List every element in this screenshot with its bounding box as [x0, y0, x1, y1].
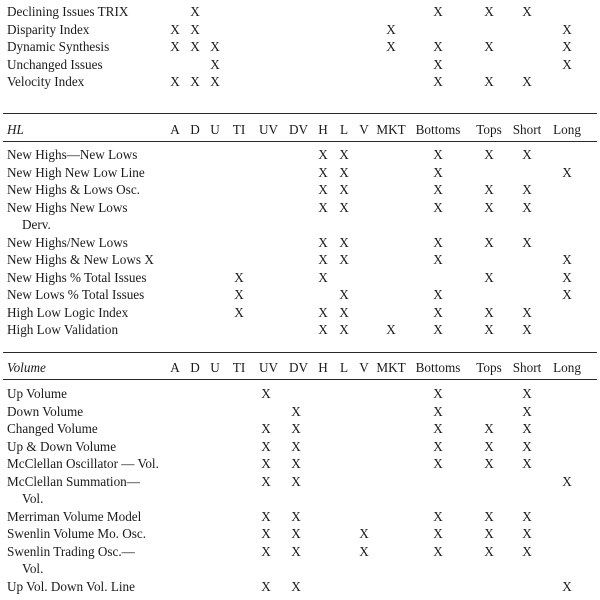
mark-bottoms: X — [433, 304, 443, 320]
mark-u: X — [210, 56, 220, 72]
indicator-name: Merriman Volume Model — [7, 508, 142, 524]
mark-short: X — [522, 199, 532, 215]
indicator-name: New Highs/New Lows — [7, 234, 128, 250]
mark-bottoms: X — [433, 421, 443, 436]
mark-uv: X — [261, 421, 271, 436]
column-header-short: Short — [512, 360, 542, 375]
mark-dv: X — [291, 543, 301, 559]
mark-l: X — [339, 199, 349, 215]
column-header-uv: UV — [259, 360, 279, 375]
mark-bottoms: X — [433, 39, 443, 54]
section-title: Volume — [7, 360, 46, 375]
mark-tops: X — [484, 438, 494, 454]
mark-long: X — [562, 39, 572, 54]
mark-short: X — [522, 526, 532, 541]
column-header-mkt: MKT — [376, 122, 406, 137]
column-header-bottoms: Bottoms — [415, 360, 461, 375]
column-header-v: V — [359, 122, 369, 137]
table-row — [0, 216, 600, 233]
mark-uv: X — [261, 386, 271, 401]
table-row — [0, 525, 600, 542]
table-row — [0, 420, 600, 437]
table-row — [0, 146, 600, 163]
indicator-name: Vol. — [22, 491, 44, 506]
mark-l: X — [339, 164, 349, 180]
mark-h: X — [318, 304, 328, 320]
mark-long: X — [562, 473, 572, 489]
column-header-tops: Tops — [476, 360, 502, 375]
mark-d: X — [190, 39, 200, 54]
mark-uv: X — [261, 438, 271, 454]
mark-a: X — [170, 74, 180, 89]
indicator-name: Up & Down Volume — [7, 438, 117, 454]
indicator-name: New Highs & Lows Osc. — [7, 182, 140, 197]
indicator-name: Disparity Index — [7, 21, 90, 37]
mark-short: X — [522, 403, 532, 419]
column-header-tops: Tops — [476, 122, 502, 137]
mark-l: X — [339, 287, 349, 302]
mark-dv: X — [291, 438, 301, 454]
table-row — [0, 269, 600, 286]
mark-short: X — [522, 508, 532, 524]
table-row — [0, 199, 600, 216]
mark-long: X — [562, 21, 572, 37]
table-row — [0, 560, 600, 577]
mark-h: X — [318, 199, 328, 215]
mark-bottoms: X — [433, 386, 443, 401]
mark-bottoms: X — [433, 74, 443, 89]
column-header-u: U — [210, 122, 220, 137]
column-header-ti: TI — [232, 122, 246, 137]
mark-short: X — [522, 147, 532, 162]
mark-short: X — [522, 182, 532, 197]
mark-tops: X — [484, 421, 494, 436]
mark-uv: X — [261, 578, 271, 594]
mark-dv: X — [291, 456, 301, 471]
column-header-long: Long — [553, 122, 581, 137]
mark-dv: X — [291, 578, 301, 594]
indicator-name: New Highs—New Lows — [7, 147, 138, 162]
table-row — [0, 543, 600, 560]
indicator-name: Derv. — [22, 217, 51, 232]
indicator-name: New Lows % Total Issues — [7, 287, 145, 302]
mark-short: X — [522, 322, 532, 337]
mark-mkt: X — [386, 39, 396, 54]
section-divider — [3, 113, 597, 114]
section-header — [0, 359, 600, 376]
mark-short: X — [522, 74, 532, 89]
mark-bottoms: X — [433, 287, 443, 302]
indicator-name: Unchanged Issues — [7, 56, 103, 72]
mark-short: X — [522, 386, 532, 401]
mark-dv: X — [291, 508, 301, 524]
indicator-name: New Highs % Total Issues — [7, 269, 147, 285]
mark-long: X — [562, 252, 572, 267]
column-header-short: Short — [512, 122, 542, 137]
mark-u: X — [210, 74, 220, 89]
mark-short: X — [522, 234, 532, 250]
mark-bottoms: X — [433, 199, 443, 215]
column-header-a: A — [170, 360, 180, 375]
mark-tops: X — [484, 234, 494, 250]
column-header-dv: DV — [289, 360, 309, 375]
column-header-h: H — [318, 122, 328, 137]
mark-tops: X — [484, 199, 494, 215]
mark-bottoms: X — [433, 4, 443, 19]
mark-bottoms: X — [433, 234, 443, 250]
mark-h: X — [318, 164, 328, 180]
indicator-name: Declining Issues TRIX — [7, 4, 129, 19]
mark-bottoms: X — [433, 182, 443, 197]
mark-bottoms: X — [433, 543, 443, 559]
mark-long: X — [562, 287, 572, 302]
table-row — [0, 181, 600, 198]
mark-uv: X — [261, 473, 271, 489]
table-row — [0, 578, 600, 595]
column-header-bottoms: Bottoms — [415, 122, 461, 137]
mark-tops: X — [484, 269, 494, 285]
mark-ti: X — [234, 287, 244, 302]
mark-short: X — [522, 4, 532, 19]
mark-tops: X — [484, 39, 494, 54]
header-rule — [3, 379, 597, 380]
column-header-a: A — [170, 122, 180, 137]
mark-bottoms: X — [433, 164, 443, 180]
table-row — [0, 251, 600, 268]
mark-tops: X — [484, 322, 494, 337]
column-header-u: U — [210, 360, 220, 375]
mark-l: X — [339, 322, 349, 337]
mark-dv: X — [291, 473, 301, 489]
table-row — [0, 3, 600, 20]
mark-uv: X — [261, 508, 271, 524]
indicator-name: New Highs & New Lows X — [7, 252, 154, 267]
mark-long: X — [562, 164, 572, 180]
mark-short: X — [522, 543, 532, 559]
indicator-name: High Low Validation — [7, 322, 119, 337]
mark-bottoms: X — [433, 403, 443, 419]
table-row — [0, 455, 600, 472]
column-header-ti: TI — [232, 360, 246, 375]
indicator-name: New High New Low Line — [7, 164, 145, 180]
table-row — [0, 234, 600, 251]
section-header — [0, 121, 600, 138]
mark-d: X — [190, 4, 200, 19]
mark-l: X — [339, 182, 349, 197]
indicator-name: McClellan Oscillator — Vol. — [7, 456, 159, 471]
table-row — [0, 473, 600, 490]
mark-tops: X — [484, 147, 494, 162]
table-row — [0, 438, 600, 455]
mark-h: X — [318, 147, 328, 162]
mark-bottoms: X — [433, 147, 443, 162]
mark-short: X — [522, 304, 532, 320]
indicator-name: Changed Volume — [7, 421, 98, 436]
mark-tops: X — [484, 508, 494, 524]
table-row — [0, 286, 600, 303]
table-row — [0, 56, 600, 73]
mark-dv: X — [291, 403, 301, 419]
mark-bottoms: X — [433, 56, 443, 72]
indicator-name: Swenlin Trading Osc.— — [7, 543, 135, 559]
column-header-d: D — [190, 360, 200, 375]
indicator-name: Vol. — [22, 561, 44, 576]
table-row — [0, 21, 600, 38]
indicator-name: Velocity Index — [7, 74, 85, 89]
mark-h: X — [318, 322, 328, 337]
header-rule — [3, 141, 597, 142]
mark-tops: X — [484, 526, 494, 541]
mark-long: X — [562, 269, 572, 285]
mark-u: X — [210, 39, 220, 54]
column-header-dv: DV — [289, 122, 309, 137]
mark-a: X — [170, 39, 180, 54]
mark-l: X — [339, 252, 349, 267]
indicator-name: Down Volume — [7, 403, 84, 419]
mark-tops: X — [484, 4, 494, 19]
section-title: HL — [7, 122, 24, 137]
mark-long: X — [562, 56, 572, 72]
mark-tops: X — [484, 74, 494, 89]
mark-dv: X — [291, 421, 301, 436]
column-header-d: D — [190, 122, 200, 137]
table-row — [0, 508, 600, 525]
mark-dv: X — [291, 526, 301, 541]
indicator-name: Up Vol. Down Vol. Line — [7, 578, 135, 594]
column-header-mkt: MKT — [376, 360, 406, 375]
mark-uv: X — [261, 526, 271, 541]
mark-v: X — [359, 526, 369, 541]
table-row — [0, 164, 600, 181]
mark-l: X — [339, 234, 349, 250]
column-header-h: H — [318, 360, 328, 375]
table-row — [0, 403, 600, 420]
mark-d: X — [190, 74, 200, 89]
mark-tops: X — [484, 456, 494, 471]
table-row — [0, 321, 600, 338]
column-header-long: Long — [553, 360, 581, 375]
table-row — [0, 304, 600, 321]
mark-v: X — [359, 543, 369, 559]
column-header-uv: UV — [259, 122, 279, 137]
section-divider — [3, 352, 597, 353]
table-row — [0, 38, 600, 55]
mark-uv: X — [261, 456, 271, 471]
mark-short: X — [522, 438, 532, 454]
column-header-v: V — [359, 360, 369, 375]
mark-h: X — [318, 234, 328, 250]
mark-mkt: X — [386, 21, 396, 37]
mark-long: X — [562, 578, 572, 594]
mark-uv: X — [261, 543, 271, 559]
indicator-name: Swenlin Volume Mo. Osc. — [7, 526, 147, 541]
mark-ti: X — [234, 269, 244, 285]
mark-short: X — [522, 421, 532, 436]
mark-d: X — [190, 21, 200, 37]
mark-h: X — [318, 252, 328, 267]
indicator-name: Dynamic Synthesis — [7, 39, 110, 54]
mark-h: X — [318, 182, 328, 197]
mark-bottoms: X — [433, 438, 443, 454]
indicator-name: Up Volume — [7, 386, 67, 401]
mark-ti: X — [234, 304, 244, 320]
indicator-name: High Low Logic Index — [7, 304, 129, 320]
indicator-name: New Highs New Lows — [7, 199, 128, 215]
table-row — [0, 490, 600, 507]
mark-mkt: X — [386, 322, 396, 337]
mark-bottoms: X — [433, 456, 443, 471]
mark-l: X — [339, 147, 349, 162]
table-row — [0, 73, 600, 90]
mark-tops: X — [484, 304, 494, 320]
table-row — [0, 385, 600, 402]
mark-l: X — [339, 304, 349, 320]
mark-short: X — [522, 456, 532, 471]
mark-a: X — [170, 21, 180, 37]
mark-h: X — [318, 269, 328, 285]
mark-tops: X — [484, 543, 494, 559]
column-header-l: L — [339, 122, 349, 137]
column-header-l: L — [339, 360, 349, 375]
mark-bottoms: X — [433, 322, 443, 337]
mark-bottoms: X — [433, 252, 443, 267]
mark-bottoms: X — [433, 526, 443, 541]
mark-bottoms: X — [433, 508, 443, 524]
mark-tops: X — [484, 182, 494, 197]
indicator-name: McClellan Summation— — [7, 473, 140, 489]
